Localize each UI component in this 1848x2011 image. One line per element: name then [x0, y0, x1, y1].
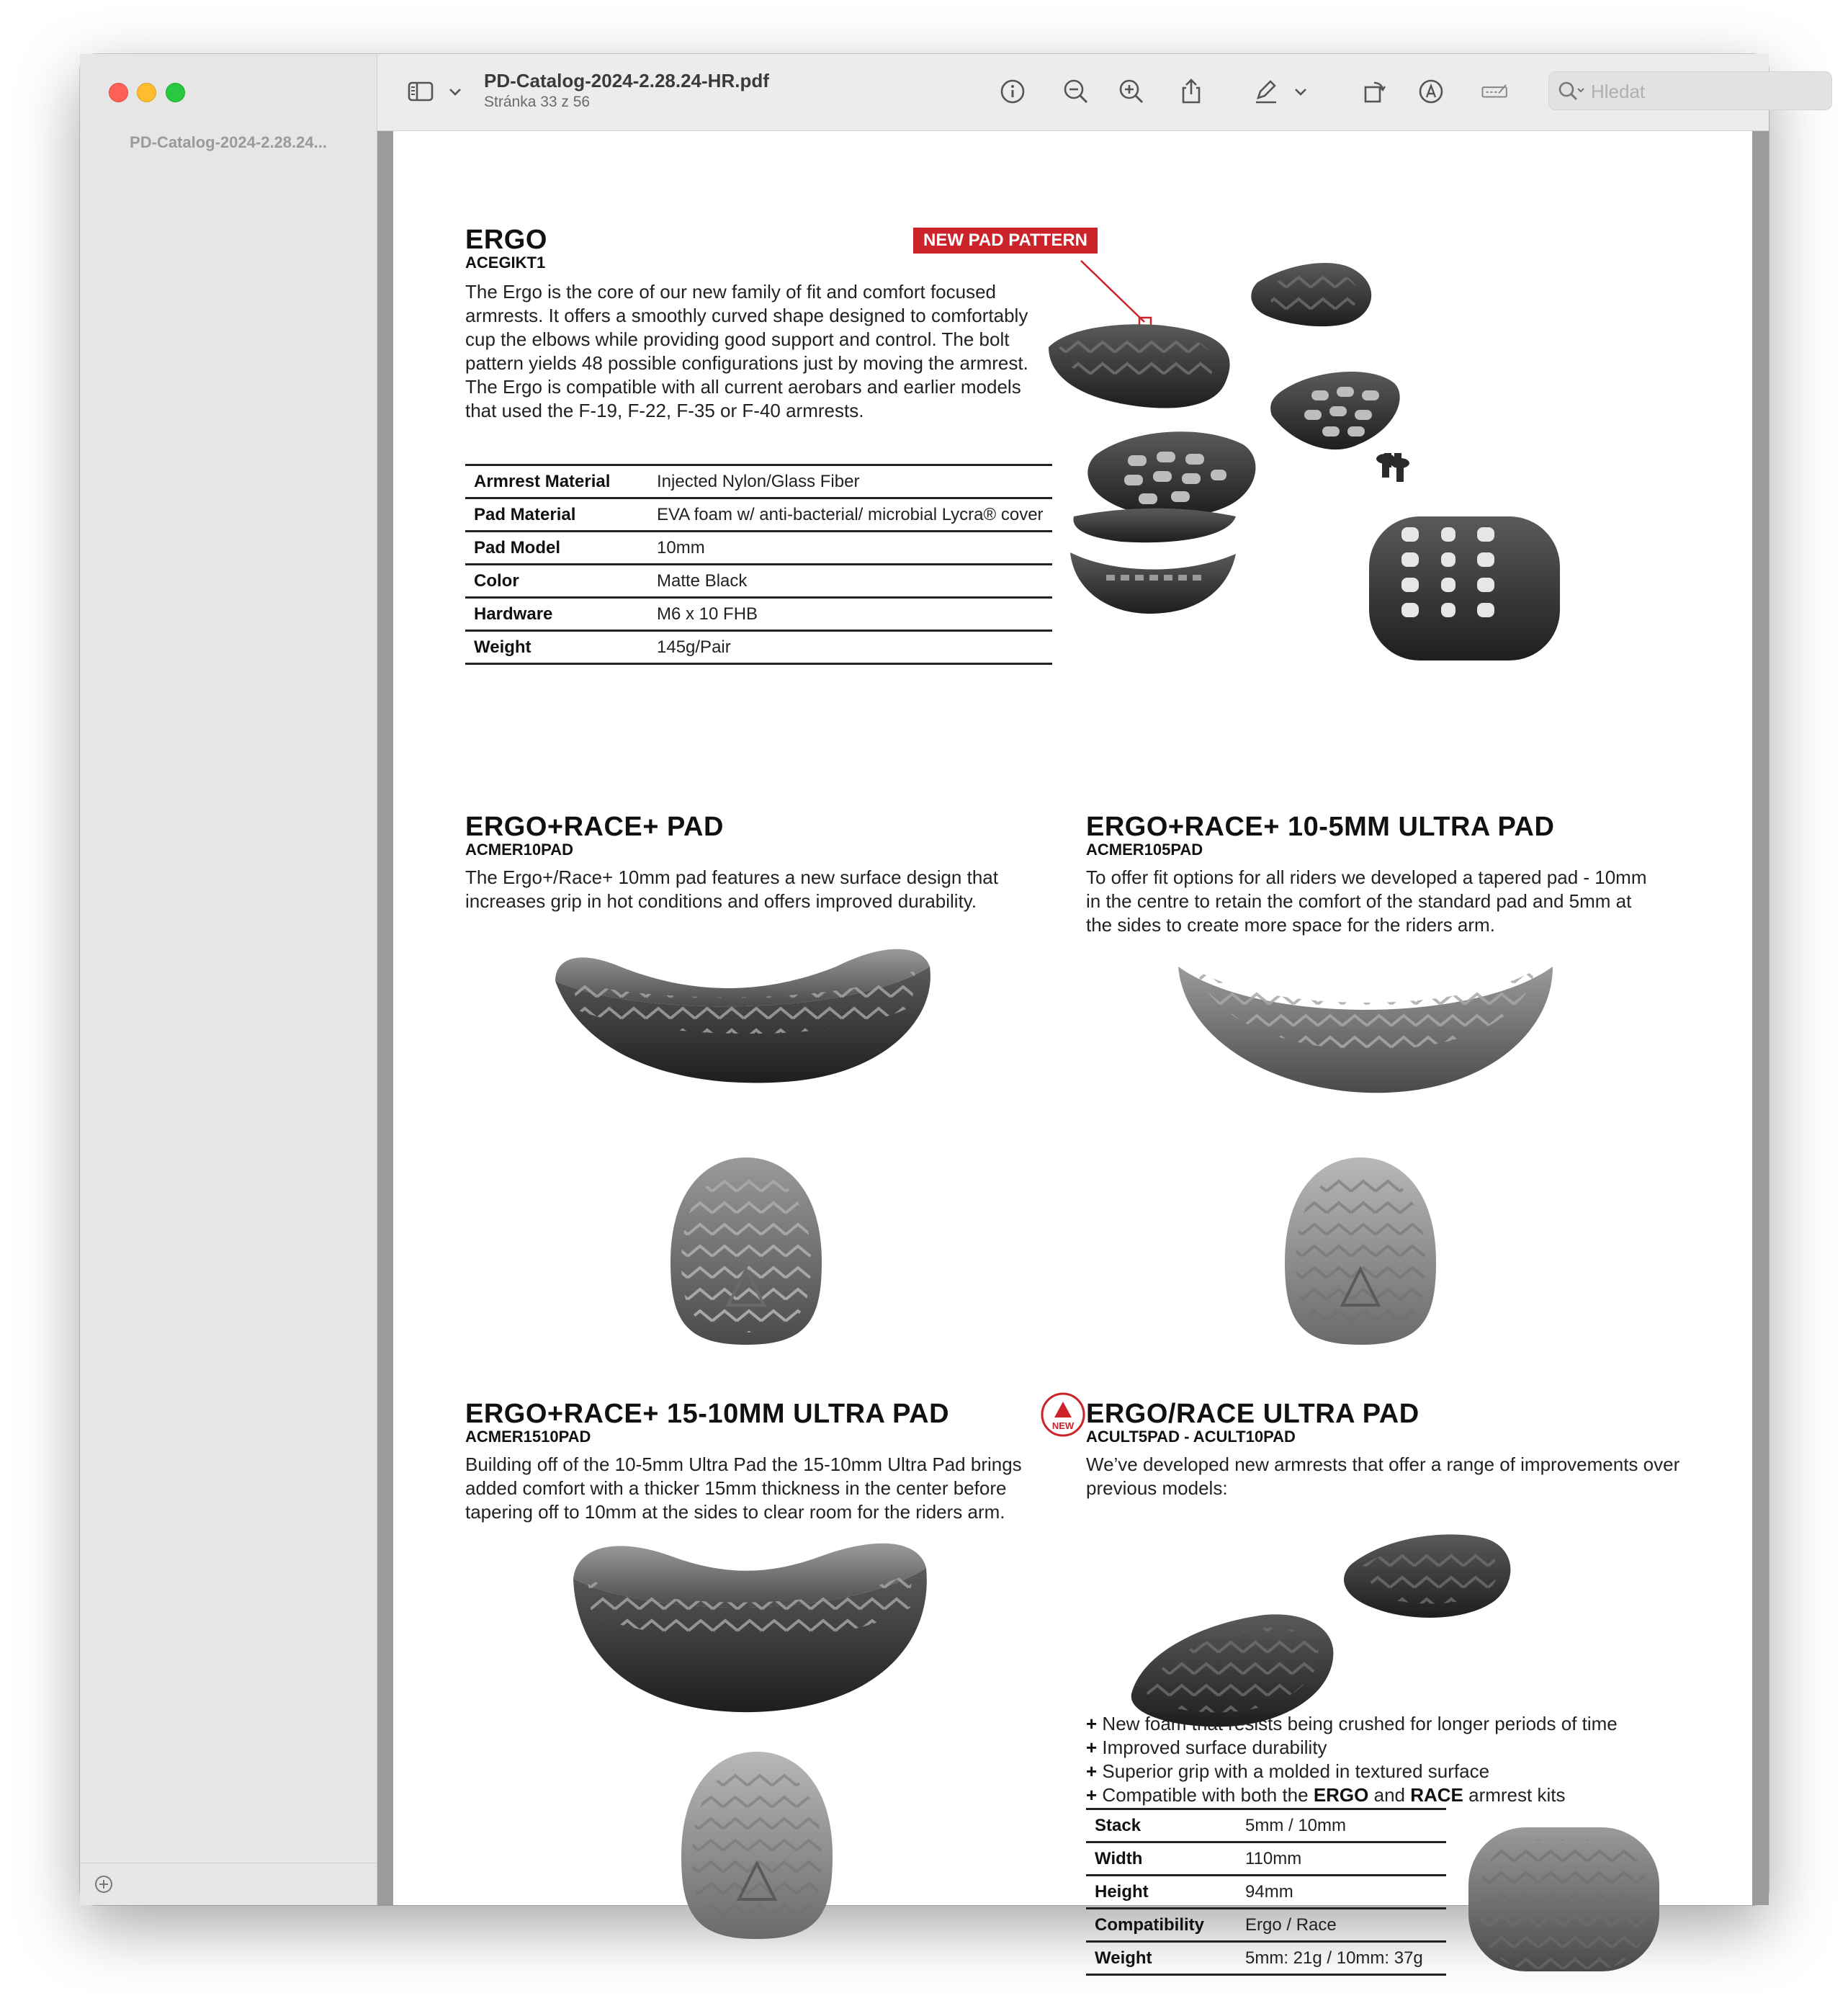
- document-area[interactable]: [377, 131, 1769, 1968]
- table-row: Height 94mm: [1086, 1876, 1446, 1909]
- ultra-1510-description: Building off of the 10-5mm Ultra Pad the 15-10mm Ultra Pad brings added comfort with a thicker 15mm thickness in the center before tapering off to 10mm at the sides to clear room for the riders arm.: [465, 1454, 1022, 1523]
- list-item: + Compatible with both the ERGO and RACE armrest kits: [1086, 1784, 1566, 1806]
- table-row: Color Matte Black: [465, 565, 1052, 598]
- table-row: Pad Material EVA foam w/ anti-bacterial/ microbial Lycra® cover: [465, 498, 1052, 532]
- ultra-105-title: ERGO+RACE+ 10-5MM ULTRA PAD: [1086, 812, 1555, 842]
- ergorace-pad-top-image: [663, 1154, 829, 1348]
- ergorace-ultra-top-image: [1465, 1824, 1663, 1939]
- ultra-105-description: To offer fit options for all riders we developed a tapered pad - 10mm in the centre to retain the comfort of the standard pad and 5mm at the sides to create more space for the riders arm.: [1086, 866, 1647, 936]
- ergorace-ultra-bullets: [1086, 1712, 1705, 1807]
- ergo-spec-table: [465, 464, 1052, 665]
- table-row: Weight 5mm: 21g / 10mm: 37g: [1086, 1942, 1446, 1975]
- chevron-down-icon[interactable]: [441, 77, 457, 106]
- fullscreen-window-button[interactable]: [166, 83, 185, 102]
- sidebar: [80, 54, 377, 1905]
- ultra-105-side-image: [1171, 945, 1560, 1096]
- list-item: + Superior grip with a molded in textured surface: [1086, 1760, 1490, 1782]
- ultra-1510-title: ERGO+RACE+ 15-10MM ULTRA PAD: [465, 1399, 950, 1429]
- pdf-page: [393, 131, 1752, 1968]
- sidebar-footer: [80, 1863, 377, 1905]
- ergo-sku: ACEGIKT1: [465, 254, 546, 272]
- ergorace-pad-title: ERGO+RACE+ PAD: [465, 812, 724, 842]
- table-row: Compatibility Ergo / Race: [1086, 1909, 1446, 1942]
- ultra-1510-top-image: [674, 1748, 840, 1943]
- zoom-in-icon[interactable]: [1117, 77, 1146, 106]
- table-row: Stack 5mm / 10mm: [1086, 1809, 1446, 1842]
- ergorace-ultra-pads-image: [1121, 1485, 1553, 1716]
- ultra-1510-sku: ACMER1510PAD: [465, 1428, 591, 1446]
- ergo-title: ERGO: [465, 225, 547, 255]
- ultra-1510-side-image: [566, 1528, 933, 1716]
- info-icon[interactable]: [998, 77, 1027, 106]
- ergorace-ultra-sku: ACULT5PAD - ACULT10PAD: [1086, 1428, 1296, 1446]
- table-row: Hardware M6 x 10 FHB: [465, 598, 1052, 631]
- preview-window: [80, 54, 1769, 1968]
- new-pad-pattern-badge: NEW PAD PATTERN: [913, 228, 1098, 254]
- close-window-button[interactable]: [109, 83, 128, 102]
- share-icon[interactable]: [1177, 77, 1206, 106]
- ergorace-ultra-title: ERGO/RACE ULTRA PAD: [1086, 1399, 1419, 1429]
- search-icon: [1556, 79, 1588, 104]
- table-row: Weight 145g/Pair: [465, 631, 1052, 664]
- ergorace-pad-description: The Ergo+/Race+ 10mm pad features a new surface design that increases grip in hot conditions and offers improved durability.: [465, 866, 998, 912]
- ergo-armrest-image: [1041, 250, 1603, 610]
- ergorace-ultra-description: We’ve developed new armrests that offer a range of improvements over previous models:: [1086, 1454, 1680, 1499]
- zoom-out-icon[interactable]: [1062, 77, 1090, 106]
- table-row: Armrest Material Injected Nylon/Glass Fiber: [465, 465, 1052, 498]
- form-fill-icon[interactable]: [1481, 77, 1515, 106]
- new-badge-text: NEW: [1051, 1420, 1075, 1431]
- table-row: Width 110mm: [1086, 1842, 1446, 1876]
- sidebar-thumbnail-label[interactable]: PD-Catalog-2024-2.28.24...: [130, 133, 327, 151]
- document-title: PD-Catalog-2024-2.28.24-HR.pdf: [484, 70, 769, 91]
- search-input[interactable]: [1589, 78, 1823, 105]
- ergo-description: The Ergo is the core of our new family of fit and comfort focused armrests. It offers a smoothly curved shape designed to comfortably cup the elbows while providing good support and control. The bolt pattern yields 48 possible configurations just by moving the armrest. The Ergo is compatible with all current aerobars and earlier models that used the F-19, F-22, F-35 or F-40 armrests.: [465, 281, 1028, 421]
- ultra-105-top-image: [1278, 1154, 1443, 1348]
- list-item: + New foam that resists being crushed for longer periods of time: [1086, 1713, 1618, 1734]
- sidebar-toggle-icon[interactable]: [406, 77, 438, 106]
- table-row: Pad Model 10mm: [465, 532, 1052, 565]
- ultra-105-sku: ACMER105PAD: [1086, 841, 1203, 859]
- toolbar: [377, 54, 1769, 131]
- ergorace-ultra-spec-table: [1086, 1808, 1446, 1976]
- search-field[interactable]: [1548, 71, 1832, 110]
- annotate-icon[interactable]: [1417, 77, 1445, 106]
- new-product-badge: [1040, 1392, 1086, 1438]
- scrollbar[interactable]: [1759, 134, 1767, 1899]
- ergorace-pad-side-image: [548, 938, 937, 1089]
- page-indicator: Stránka 33 z 56: [484, 94, 591, 110]
- markup-pen-icon[interactable]: [1252, 77, 1280, 106]
- minimize-window-button[interactable]: [137, 83, 156, 102]
- list-item: + Improved surface durability: [1086, 1737, 1327, 1758]
- add-icon[interactable]: [94, 1875, 113, 1894]
- rotate-icon[interactable]: [1360, 77, 1389, 106]
- ergorace-pad-sku: ACMER10PAD: [465, 841, 573, 859]
- markup-chevron-icon[interactable]: [1286, 77, 1302, 106]
